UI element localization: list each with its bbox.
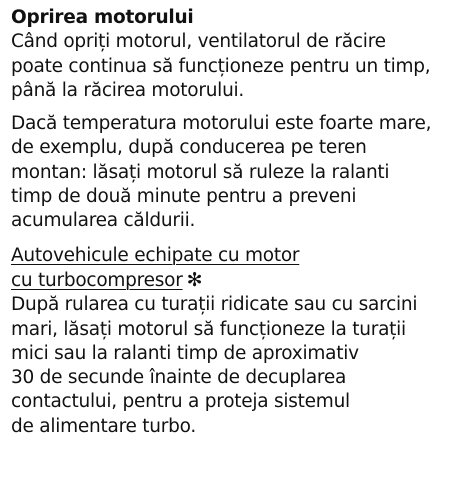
paragraph-line: acumularea căldurii. [11,210,196,232]
paragraph-line: timp de două minute pentru a preveni [11,186,357,208]
paragraph-line: poate continua să funcționeze pentru un timp, [11,55,431,77]
paragraph-line: până la răcirea motorului. [11,79,245,101]
section-title: Oprirea motorului [11,7,194,28]
paragraph-line: mari, lăsați motorul să funcționeze la turații [11,318,406,340]
paragraph-line: mici sau la ralanti timp de aproximativ [11,342,359,364]
subheading-line [11,268,451,293]
section-turbo [11,244,451,439]
paragraph-line: de alimentare turbo. [11,415,197,437]
subheading-text: cu turbocompresor [11,269,183,291]
section-engine-stop [11,6,451,103]
paragraph-line: de exemplu, după conducerea pe teren [11,137,367,159]
paragraph-line: 30 de secunde înainte de decuplarea [11,367,347,389]
subheading-text: Autovehicule echipate cu motor [11,244,300,266]
document-page [11,6,451,439]
paragraph-line: Dacă temperatura motorului este foarte mare, [11,113,432,135]
paragraph-line: După rularea cu turații ridicate sau cu sarcini [11,294,418,316]
paragraph-line: montan: lăsați motorul să ruleze la ralanti [11,161,390,183]
section-high-temperature [11,112,451,233]
subheading-line [11,244,451,268]
paragraph-line: Când opriți motorul, ventilatorul de răcire [11,31,386,53]
paragraph-line: contactului, pentru a proteja sistemul [11,391,350,413]
asterisk-flower-icon: ✻ [186,268,203,291]
